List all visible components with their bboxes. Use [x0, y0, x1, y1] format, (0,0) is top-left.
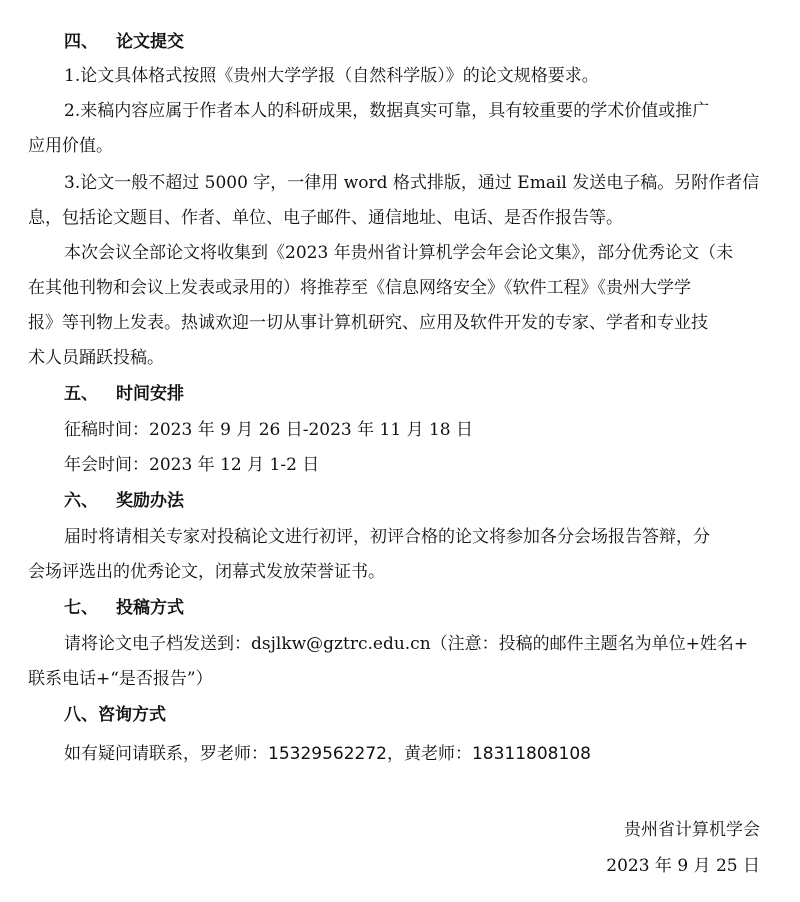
paragraph-7-line-2: 联系电话+“是否报告”） [28, 669, 213, 689]
section-4-heading [64, 30, 184, 54]
section-6-heading [64, 489, 184, 513]
paragraph-4-4-line-1: 本次会议全部论文将收集到《2023 年贵州省计算机学会年会论文集》，部分优秀论文（未 [64, 243, 734, 263]
paragraph-6-line-1: 届时将请相关专家对投稿论文进行初评，初评合格的论文将参加各分会场报告答辩，分 [64, 527, 710, 547]
paragraph-4-1: 1.论文具体格式按照《贵州大学学报（自然科学版）》的论文规格要求。 [64, 66, 599, 86]
signature-org: 贵州省计算机学会 [624, 820, 760, 840]
section-8-heading: 八、咨询方式 [64, 705, 166, 725]
section-5-title: 时间安排 [116, 384, 184, 404]
paragraph-4-2-line-2: 应用价值。 [28, 136, 113, 156]
paragraph-4-4-line-2: 在其他刊物和会议上发表或录用的）将推荐至《信息网络安全》《软件工程》《贵州大学学 [28, 278, 691, 298]
paragraph-4-3-line-2: 息，包括论文题目、作者、单位、电子邮件、通信地址、电话、是否作报告等。 [28, 208, 623, 228]
section-7-number: 七、 [64, 598, 98, 618]
submission-period: 征稿时间：2023 年 9 月 26 日-2023 年 11 月 18 日 [64, 420, 474, 440]
section-6-number: 六、 [64, 491, 98, 511]
paragraph-6-line-2: 会场评选出的优秀论文，闭幕式发放荣誉证书。 [28, 562, 385, 582]
signature-date: 2023 年 9 月 25 日 [606, 856, 760, 876]
section-4-title: 论文提交 [116, 32, 184, 52]
section-6-title: 奖励办法 [116, 491, 184, 511]
contact-info: 如有疑问请联系，罗老师：15329562272，黄老师：18311808108 [64, 744, 591, 764]
paragraph-4-2-line-1: 2.来稿内容应属于作者本人的科研成果，数据真实可靠，具有较重要的学术价值或推广 [64, 101, 710, 121]
section-4-number: 四、 [64, 32, 98, 52]
section-7-heading [64, 596, 184, 620]
section-5-number: 五、 [64, 384, 98, 404]
section-7-title: 投稿方式 [116, 598, 184, 618]
paragraph-4-3-line-1: 3.论文一般不超过 5000 字，一律用 word 格式排版，通过 Email 发送电子稿。另附作者信 [64, 173, 760, 193]
section-5-heading [64, 382, 184, 406]
paragraph-4-4-line-4: 术人员踊跃投稿。 [28, 348, 164, 368]
paragraph-4-4-line-3: 报》等刊物上发表。热诚欢迎一切从事计算机研究、应用及软件开发的专家、学者和专业技 [28, 313, 708, 333]
conference-period: 年会时间：2023 年 12 月 1-2 日 [64, 455, 320, 475]
paragraph-7-line-1: 请将论文电子档发送到：dsjlkw@gztrc.edu.cn（注意：投稿的邮件主题名为单位+姓名+ [64, 634, 749, 654]
